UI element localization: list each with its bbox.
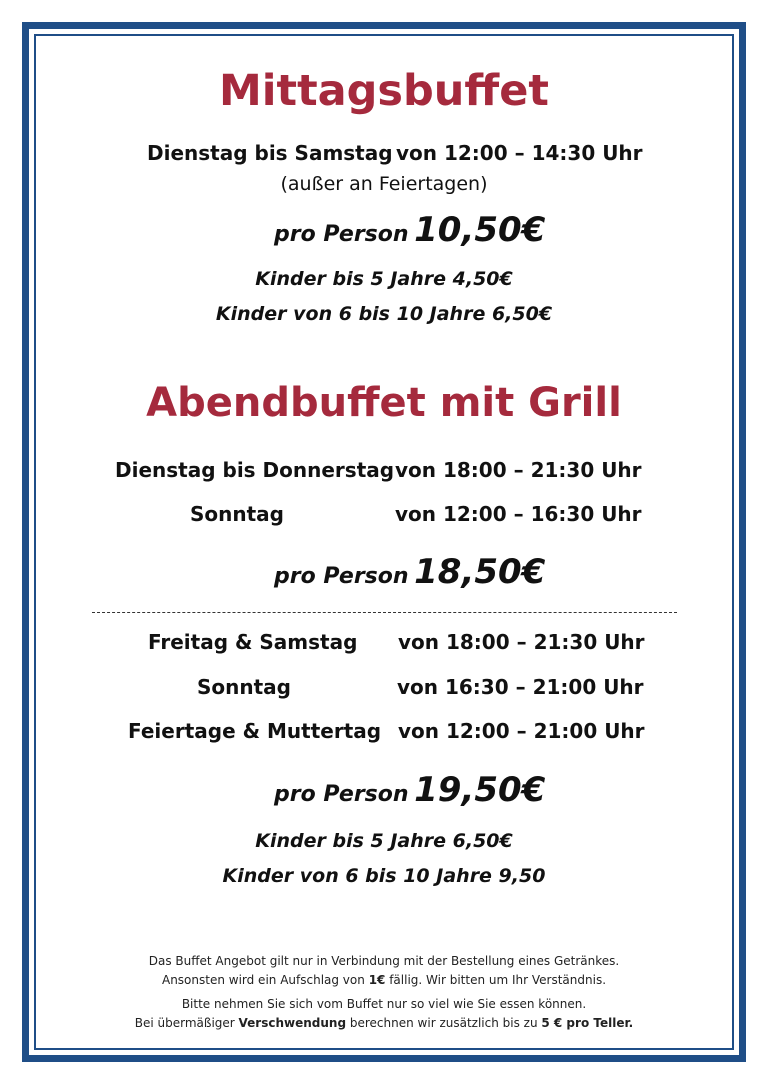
dashed-divider <box>92 612 677 613</box>
abend-g2-time-1: von 18:00 – 21:30 Uhr <box>398 630 645 654</box>
footer-text: fällig. Wir bitten um Ihr Verständnis. <box>385 973 607 987</box>
mittag-title: Mittagsbuffet <box>219 66 549 116</box>
footer-text: Bei übermäßiger <box>134 1016 239 1030</box>
price-value: 19,50€ <box>414 770 546 810</box>
footer-line-1: Das Buffet Angebot gilt nur in Verbindung mit der Bestellung eines Getränkes. <box>148 954 620 968</box>
footer-waste: Verschwendung <box>238 1016 347 1030</box>
abend-g2-day-3: Feiertage & Muttertag <box>128 719 382 743</box>
footer-line-3: Bitte nehmen Sie sich vom Buffet nur so viel wie Sie essen können. <box>181 997 587 1011</box>
abend-kids-1: Kinder bis 5 Jahre 6,50€ <box>255 830 513 852</box>
abend-g1-day-1: Dienstag bis Donnerstag <box>115 458 395 482</box>
abend-g2-time-3: von 12:00 – 21:00 Uhr <box>398 719 645 743</box>
mittag-time: von 12:00 – 14:30 Uhr <box>396 141 643 165</box>
mittag-note: (außer an Feiertagen) <box>280 173 488 195</box>
footer-line-2 <box>0 973 768 987</box>
price-value: 10,50€ <box>414 210 546 250</box>
footer-fee: 5 € pro Teller. <box>541 1016 634 1030</box>
footer-text: berechnen wir zusätzlich bis zu <box>346 1016 542 1030</box>
mittag-kids-2: Kinder von 6 bis 10 Jahre 6,50€ <box>215 303 553 325</box>
footer-surcharge: 1€ <box>368 973 386 987</box>
abend-price-row-1 <box>274 552 545 592</box>
price-label: pro Person <box>274 782 409 807</box>
abend-g1-time-2: von 12:00 – 16:30 Uhr <box>395 502 642 526</box>
price-value: 18,50€ <box>414 552 546 592</box>
mittag-kids-1: Kinder bis 5 Jahre 4,50€ <box>255 268 513 290</box>
abend-g1-day-2: Sonntag <box>190 502 284 526</box>
price-label: pro Person <box>274 222 409 247</box>
abend-g1-time-1: von 18:00 – 21:30 Uhr <box>395 458 642 482</box>
footer-text: Ansonsten wird ein Aufschlag von <box>161 973 369 987</box>
footer-line-4 <box>0 1016 768 1030</box>
mittag-days: Dienstag bis Samstag <box>147 141 393 165</box>
price-label: pro Person <box>274 564 409 589</box>
mittag-price-row <box>274 210 545 250</box>
abend-g2-day-2: Sonntag <box>197 675 291 699</box>
abend-kids-2: Kinder von 6 bis 10 Jahre 9,50 <box>222 865 546 887</box>
abend-title: Abendbuffet mit Grill <box>146 380 622 426</box>
abend-g2-time-2: von 16:30 – 21:00 Uhr <box>397 675 644 699</box>
abend-price-row-2 <box>274 770 545 810</box>
abend-g2-day-1: Freitag & Samstag <box>148 630 358 654</box>
